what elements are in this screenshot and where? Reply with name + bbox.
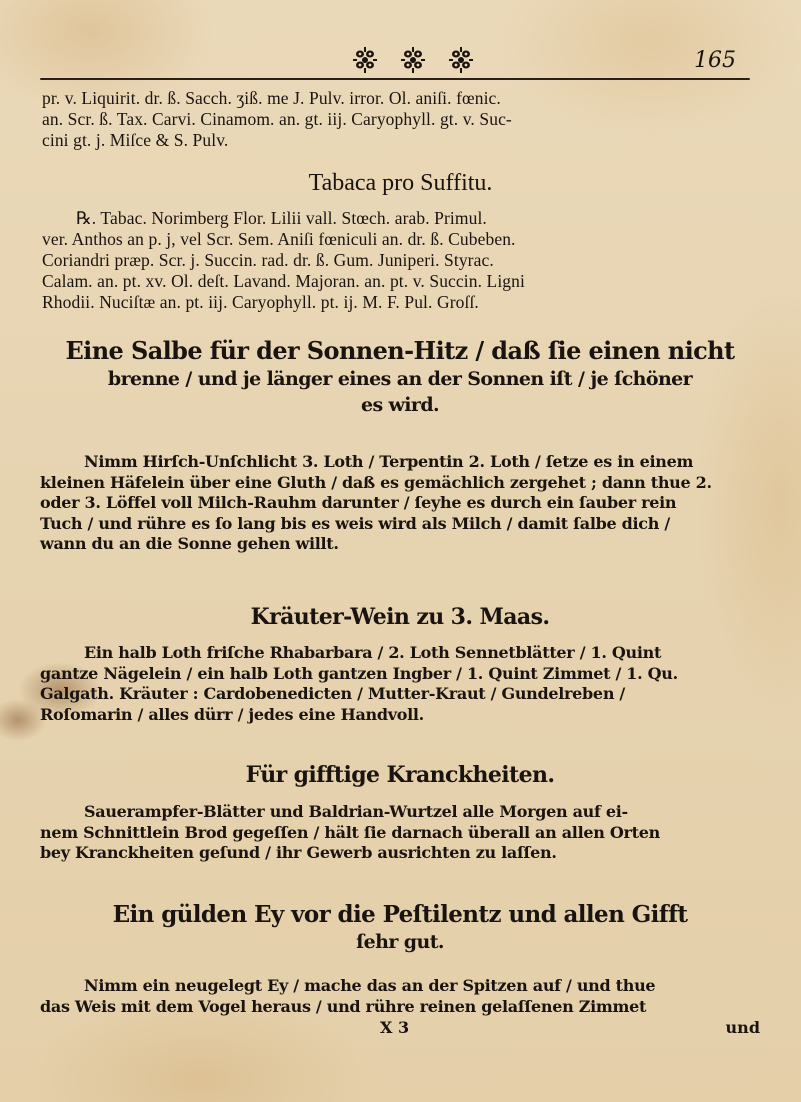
signature-mark: X 3: [380, 1018, 410, 1037]
recipe-gifftige: [40, 802, 760, 864]
header-ornaments: [352, 46, 474, 74]
text-line: Sauerampfer-Blätter und Baldrian-Wurtzel alle Morgen auf ei-: [84, 802, 628, 821]
page-header: [40, 38, 750, 82]
text-line: bey Kranckheiten geſund / ihr Gewerb ausrichten zu laſſen.: [40, 843, 557, 862]
text-line: an. Scr. ß. Tax. Carvi. Cinamom. an. gt. iij. Caryophyll. gt. v. Suc-: [42, 109, 512, 129]
page-footer: [40, 1018, 760, 1042]
heading-line: ſehr gut.: [356, 931, 444, 953]
catchword: und: [725, 1018, 760, 1037]
text-line: gantze Nägelein / ein halb Loth gantzen Ingber / 1. Quint Zimmet / 1. Qu.: [40, 663, 678, 683]
recipe-kraeuter: [40, 643, 760, 725]
text-line: cini gt. j. Miſce & S. Pulv.: [42, 130, 229, 150]
text-line: nem Schnittlein Brod gegeſſen / hält ſie darnach überall an allen Orten: [40, 822, 660, 842]
text-line: Galgath. Kräuter : Cardobenedicten / Mutter-Kraut / Gundelreben /: [40, 684, 625, 703]
text-line: Tuch / und rühre es ſo lang bis es weis wird als Milch / damit ſalbe dich /: [40, 513, 670, 533]
text-line: das Weis mit dem Vogel heraus / und rühre reinen gelaſſenen Zimmet: [40, 996, 647, 1016]
recipe-salbe: [40, 452, 760, 555]
text-line: ver. Anthos an p. j, vel Scr. Sem. Aniſi fœniculi an. dr. ß. Cubeben.: [42, 229, 516, 249]
text-line: oder 3. Löffel voll Milch-Rauhm darunter / ſeyhe es durch ein ſauber rein: [40, 493, 677, 512]
recipe-ey: [40, 976, 760, 1017]
text-line: Nimm ein neugelegt Ey / mache das an der Spitzen auf / und thue: [84, 976, 656, 995]
text-line: Nimm Hirſch-Unſchlicht 3. Loth / Terpentin 2. Loth / ſetze es in einem: [84, 452, 694, 471]
fleuron-icon: [352, 46, 378, 74]
heading-line: es wird.: [360, 394, 440, 416]
text-line: Coriandri præp. Scr. j. Succin. rad. dr. ß. Gum. Juniperi. Styrac.: [42, 250, 494, 270]
text-line: Roſomarin / alles dürr / jedes eine Handvoll.: [40, 704, 424, 724]
text-line: ℞. Tabac. Norimberg Flor. Lilii vall. Stœch. arab. Primul.: [76, 208, 487, 228]
fleuron-icon: [400, 46, 426, 74]
section-title-tabaca: Tabaca pro Suffitu.: [308, 170, 493, 196]
text-line: Calam. an. pt. xv. Ol. deſt. Lavand. Majoran. an. pt. v. Succin. Ligni: [42, 271, 525, 291]
section-heading-ey: [30, 900, 770, 954]
page-number: 165: [694, 48, 736, 73]
latin-continuation: [42, 88, 762, 151]
text-line: pr. v. Liquirit. dr. ß. Sacch. ʒiß. me J. Pulv. irror. Ol. aniſi. fœnic.: [42, 88, 501, 108]
recipe-tabaca: [42, 208, 762, 313]
text-line: Rhodii. Nuciſtæ an. pt. iij. Caryophyll. pt. ij. M. F. Pul. Groſſ.: [42, 292, 479, 312]
heading-line: brenne / und je länger eines an der Sonnen iſt / je ſchöner: [107, 368, 693, 390]
section-heading-gifftige: Für gifftige Kranckheiten.: [245, 762, 555, 788]
section-heading-salbe: [30, 336, 770, 418]
heading-line: Ein gülden Ey vor die Peſtilentz und allen Gifft: [112, 901, 688, 928]
text-line: kleinen Häfelein über eine Gluth / daß es gemächlich zergehet ; dann thue 2.: [40, 472, 712, 492]
text-line: Ein halb Loth friſche Rhabarbara / 2. Loth Sennetblätter / 1. Quint: [84, 643, 662, 662]
header-rule: [40, 78, 750, 80]
section-heading-kraeuter: Kräuter-Wein zu 3. Maas.: [250, 604, 550, 630]
heading-line: Eine Salbe für der Sonnen-Hitz / daß ſie einen nicht: [65, 336, 735, 365]
text-line: wann du an die Sonne gehen willt.: [40, 534, 339, 553]
fleuron-icon: [448, 46, 474, 74]
